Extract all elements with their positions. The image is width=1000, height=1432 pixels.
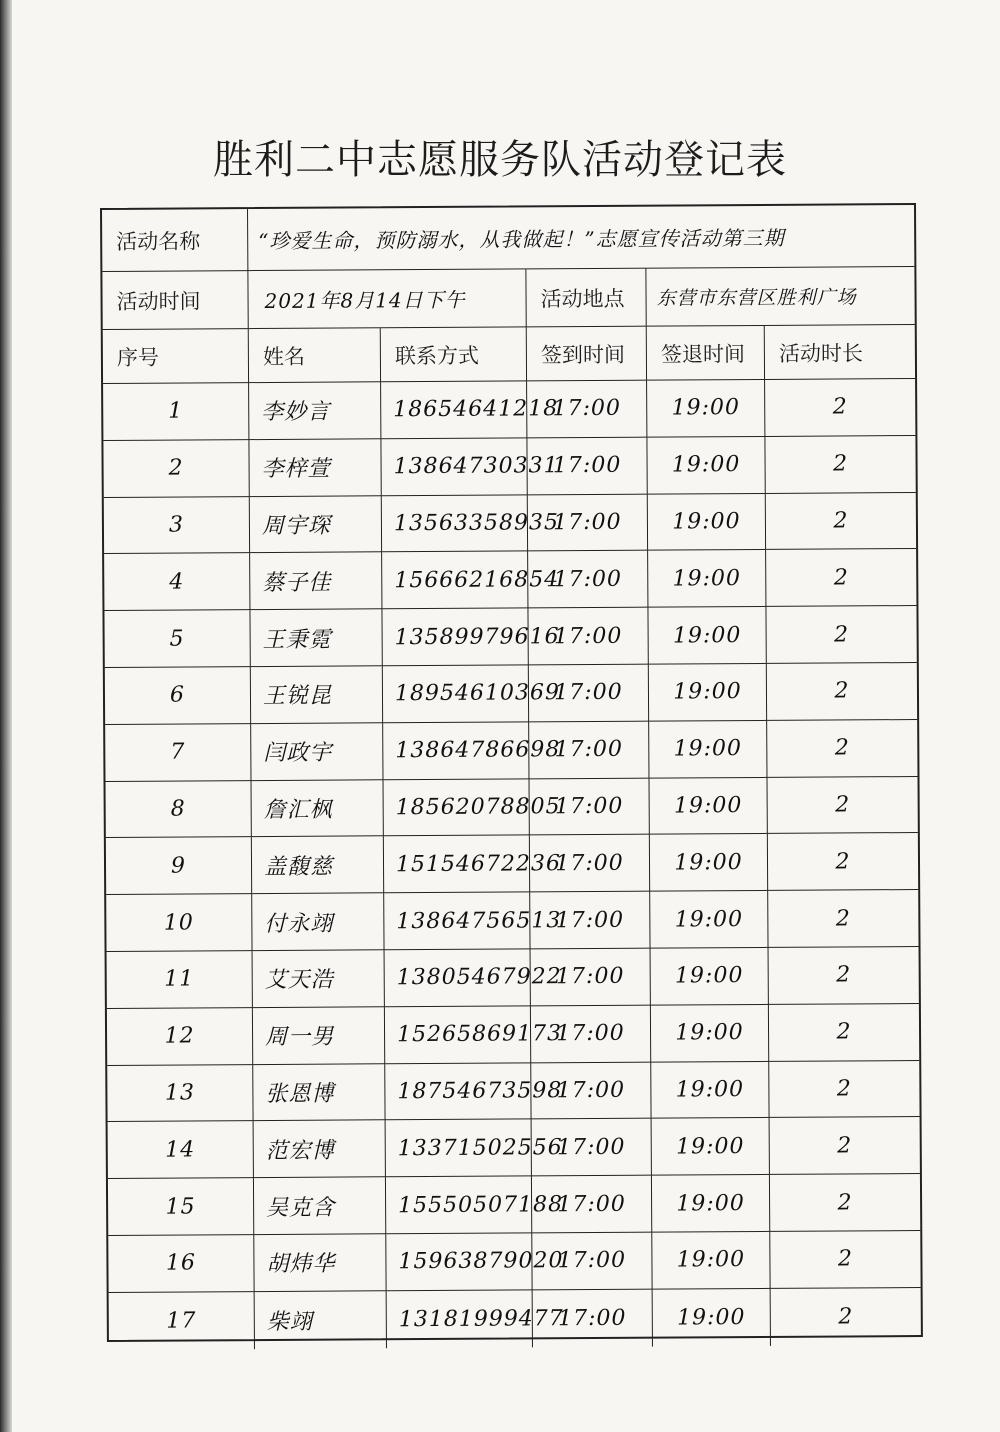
row-number: 3 (104, 497, 250, 555)
row-sign-out: 19:00 (649, 721, 767, 779)
row-name: 王秉霓 (250, 609, 382, 667)
row-phone: 13864786698 (383, 722, 529, 780)
row-hours: 2 (765, 436, 915, 494)
form-title: 胜利二中志愿服务队活动登记表 (213, 137, 787, 183)
row-number: 5 (104, 610, 250, 668)
row-name: 艾天浩 (253, 950, 385, 1008)
row-sign-out: 19:00 (649, 664, 767, 722)
row-number: 6 (105, 667, 251, 725)
row-phone: 15963879020 (386, 1233, 532, 1291)
row-sign-out: 19:00 (650, 834, 768, 892)
activity-place-value: 东营市东营区胜利广场 (646, 267, 914, 327)
row-hours: 2 (767, 777, 917, 835)
row-phone: 15666216854 (382, 552, 528, 610)
header-sign-out: 签退时间 (647, 326, 765, 381)
activity-place-label: 活动地点 (526, 269, 646, 328)
row-sign-in: 17:00 (533, 1289, 653, 1347)
row-sign-in: 17:00 (528, 551, 648, 609)
row-sign-out: 19:00 (652, 1232, 770, 1290)
row-sign-in: 17:00 (529, 665, 649, 723)
row-number: 7 (105, 724, 251, 782)
row-name: 盖馥慈 (252, 837, 384, 895)
row-name: 李梓萱 (249, 439, 381, 497)
row-phone: 13181999477 (387, 1290, 533, 1348)
row-hours: 2 (768, 890, 918, 948)
row-hours: 2 (838, 1304, 854, 1330)
row-sign-out: 19:00 (648, 550, 766, 608)
row-hours: 2 (766, 493, 916, 551)
row-name: 詹汇枫 (252, 780, 384, 838)
row-number: 17 (109, 1292, 255, 1350)
row-sign-in: 17:00 (529, 721, 649, 779)
row-sign-in: 17:00 (527, 437, 647, 495)
row-name: 周宇琛 (250, 496, 382, 554)
activity-time-value: 2021年8月14日下午 (248, 269, 526, 329)
header-name: 姓名 (249, 328, 381, 383)
row-hours: 2 (770, 1174, 920, 1232)
row-number: 12 (107, 1008, 253, 1066)
row-sign-in: 17:00 (530, 835, 650, 893)
row-hours: 2 (767, 720, 917, 778)
row-sign-out: 19:00 (651, 1005, 769, 1063)
row-sign-in: 17:00 (531, 949, 651, 1007)
row-phone: 18954610369 (383, 665, 529, 723)
row-name: 蔡子佳 (250, 553, 382, 611)
row-number: 4 (104, 553, 250, 611)
row-number: 14 (108, 1121, 254, 1179)
row-sign-in: 17:00 (527, 381, 647, 439)
row-sign-in: 17:00 (529, 778, 649, 836)
row-name: 胡炜华 (254, 1234, 386, 1292)
row-sign-out: 19:00 (648, 494, 766, 552)
row-name: 范宏博 (254, 1121, 386, 1179)
row-number: 15 (108, 1178, 254, 1236)
row-number: 11 (107, 951, 253, 1009)
row-name: 闫政宇 (251, 723, 383, 781)
row-phone: 13589979616 (382, 609, 528, 667)
row-number: 2 (103, 440, 249, 498)
header-hours: 活动时长 (765, 325, 915, 380)
row-number: 13 (107, 1065, 253, 1123)
row-sign-in: 17:00 (532, 1176, 652, 1234)
row-phone: 13864730331 (381, 438, 527, 496)
row-phone: 13371502556 (386, 1120, 532, 1178)
header-phone: 联系方式 (381, 327, 527, 382)
row-phone: 13864756513 (384, 893, 530, 951)
row-number: 8 (106, 781, 252, 839)
row-number: 9 (106, 837, 252, 895)
row-number: 16 (108, 1235, 254, 1293)
row-phone: 15265869173 (385, 1006, 531, 1064)
row-hours: 2 (765, 379, 915, 437)
header-sign-in: 签到时间 (527, 327, 647, 382)
row-name: 李妙言 (249, 382, 381, 440)
row-sign-out: 19:00 (649, 778, 767, 836)
scanner-edge (0, 0, 12, 1432)
header-no: 序号 (103, 329, 249, 384)
row-sign-out: 19:00 (647, 437, 765, 495)
row-name: 王锐昆 (251, 666, 383, 724)
row-sign-out: 19:00 (651, 1062, 769, 1120)
row-sign-in: 17:00 (532, 1233, 652, 1291)
row-phone: 18654641218 (381, 381, 527, 439)
row-phone: 13563358935 (382, 495, 528, 553)
row-phone: 18562078805 (383, 779, 529, 837)
row-sign-in: 17:00 (528, 494, 648, 552)
row-name: 吴克含 (254, 1177, 386, 1235)
activity-name-label: 活动名称 (102, 209, 248, 272)
row-sign-out: 19:00 (653, 1289, 771, 1347)
activity-name-value: “珍爱生命，预防溺水，从我做起！”志愿宣传活动第三期 (248, 205, 914, 271)
row-phone: 15154672236 (384, 836, 530, 894)
row-sign-out: 19:00 (652, 1175, 770, 1233)
registration-table (100, 203, 923, 1342)
row-sign-in: 17:00 (531, 1062, 651, 1120)
row-sign-in: 17:00 (528, 608, 648, 666)
row-sign-out: 19:00 (650, 891, 768, 949)
row-hours: 2 (770, 1231, 920, 1289)
row-sign-in: 17:00 (531, 1005, 651, 1063)
row-name: 张恩博 (253, 1064, 385, 1122)
row-sign-out: 19:00 (652, 1118, 770, 1176)
activity-time-label: 活动时间 (102, 271, 248, 330)
row-hours: 2 (770, 1117, 920, 1175)
row-name: 周一男 (253, 1007, 385, 1065)
row-sign-out: 19:00 (648, 607, 766, 665)
row-phone: 13805467922 (385, 949, 531, 1007)
row-name: 柴翊 (255, 1291, 387, 1349)
row-hours: 2 (766, 549, 916, 607)
row-phone: 18754673598 (385, 1063, 531, 1121)
row-sign-out: 19:00 (651, 948, 769, 1006)
row-hours: 2 (766, 606, 916, 664)
row-sign-out: 19:00 (647, 380, 765, 438)
row-number: 1 (103, 383, 249, 441)
row-hours: 2 (769, 1004, 919, 1062)
row-number: 10 (106, 894, 252, 952)
row-sign-in: 17:00 (530, 892, 650, 950)
row-hours: 2 (769, 947, 919, 1005)
row-hours: 2 (769, 1061, 919, 1119)
row-name: 付永翊 (252, 893, 384, 951)
row-hours: 2 (768, 833, 918, 891)
row-hours: 2 (767, 663, 917, 721)
row-sign-in: 17:00 (532, 1119, 652, 1177)
row-phone: 15550507188 (386, 1177, 532, 1235)
